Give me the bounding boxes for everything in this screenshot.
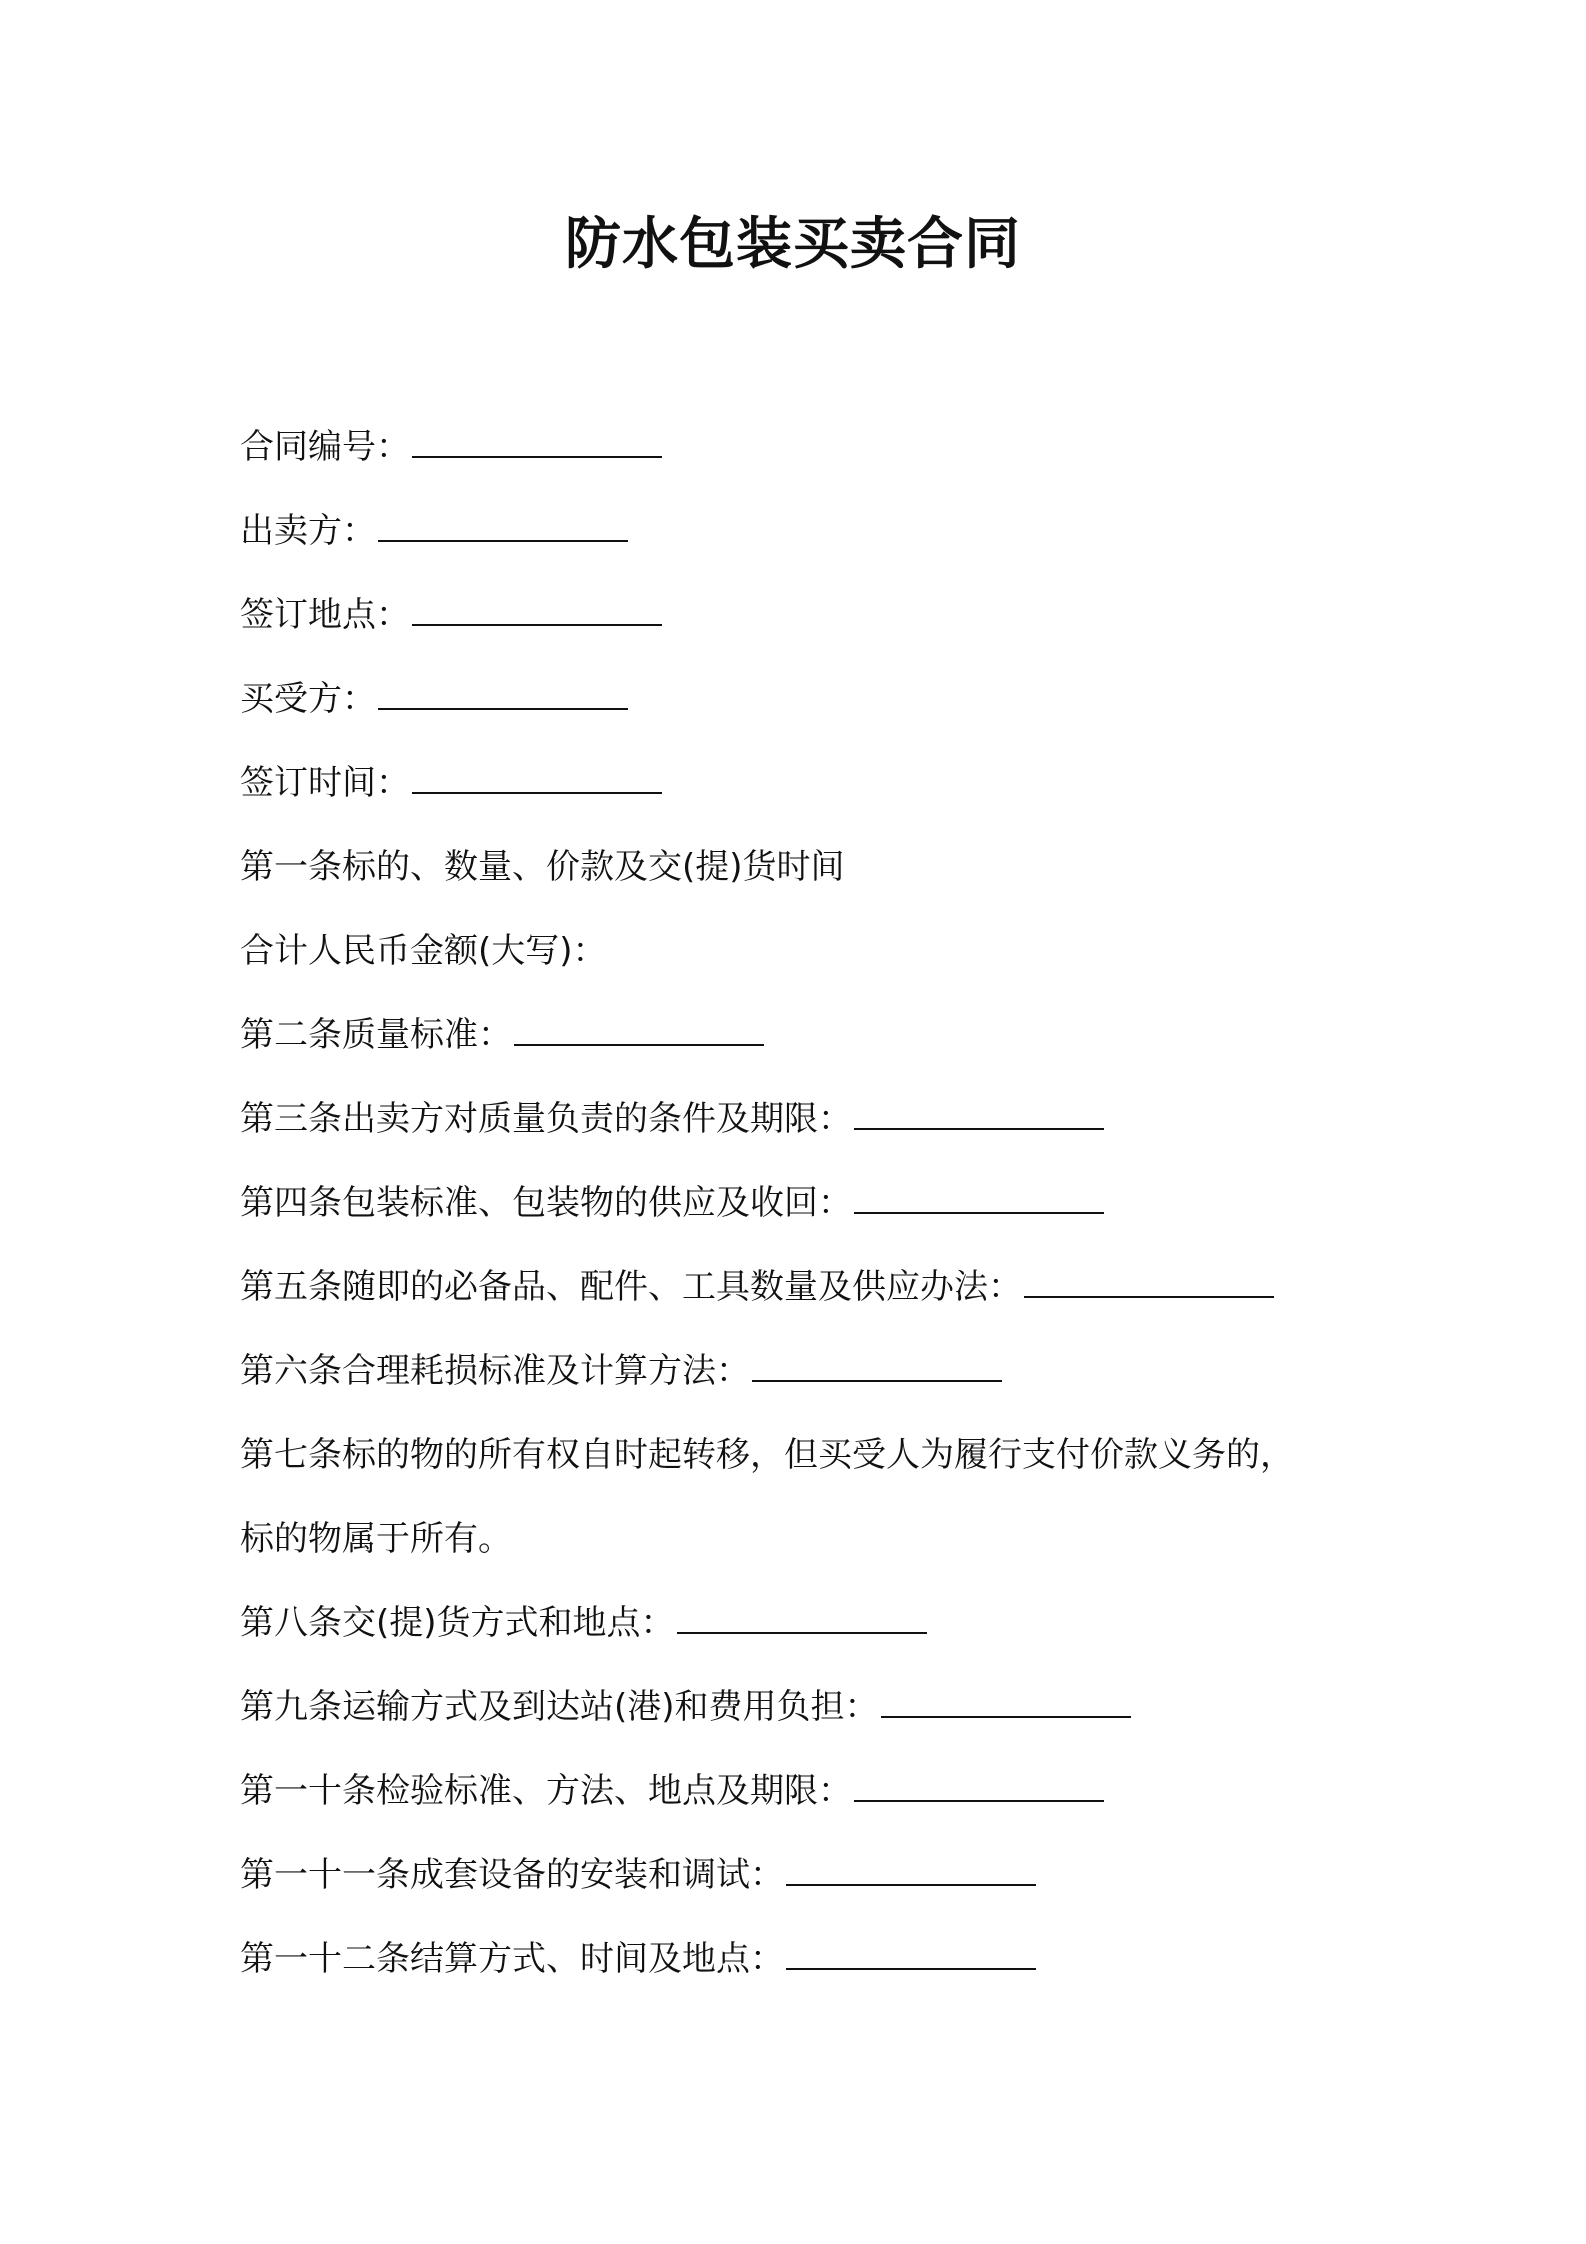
contract-line bbox=[240, 405, 1400, 489]
contract-line bbox=[240, 1749, 1400, 1833]
line-text: 第八条交(提)货方式和地点： bbox=[240, 1603, 675, 1643]
fill-in-blank bbox=[514, 1014, 764, 1046]
line-text: 签订地点： bbox=[240, 595, 410, 635]
fill-in-blank bbox=[378, 510, 628, 542]
fill-in-blank bbox=[854, 1182, 1104, 1214]
contract-body bbox=[240, 405, 1400, 2001]
contract-line bbox=[240, 1413, 1400, 1497]
line-text: 第一十二条结算方式、时间及地点： bbox=[240, 1939, 784, 1979]
fill-in-blank bbox=[412, 762, 662, 794]
fill-in-blank bbox=[786, 1854, 1036, 1886]
contract-line bbox=[240, 1581, 1400, 1665]
contract-line bbox=[240, 1917, 1400, 2001]
line-text: 出卖方： bbox=[240, 511, 376, 551]
contract-line bbox=[240, 1329, 1400, 1413]
fill-in-blank bbox=[677, 1602, 927, 1634]
contract-line bbox=[240, 573, 1400, 657]
line-text: 买受方： bbox=[240, 679, 376, 719]
contract-line bbox=[240, 909, 1400, 993]
line-text: 第三条出卖方对质量负责的条件及期限： bbox=[240, 1099, 852, 1139]
fill-in-blank bbox=[786, 1938, 1036, 1970]
fill-in-blank bbox=[1024, 1266, 1274, 1298]
line-text: 签订时间： bbox=[240, 763, 410, 803]
line-text: 第七条标的物的所有权自时起转移，但买受人为履行支付价款义务的， bbox=[240, 1435, 1294, 1475]
document-title: 防水包装买卖合同 bbox=[565, 212, 1021, 277]
contract-line bbox=[240, 1497, 1400, 1581]
line-text: 第一条标的、数量、价款及交(提)货时间 bbox=[240, 847, 845, 887]
line-text: 标的物属于所有。 bbox=[240, 1519, 512, 1559]
line-text: 第一十一条成套设备的安装和调试： bbox=[240, 1855, 784, 1895]
contract-line bbox=[240, 657, 1400, 741]
contract-line bbox=[240, 1161, 1400, 1245]
line-text: 第五条随即的必备品、配件、工具数量及供应办法： bbox=[240, 1267, 1022, 1307]
fill-in-blank bbox=[412, 426, 662, 458]
fill-in-blank bbox=[412, 594, 662, 626]
fill-in-blank bbox=[854, 1770, 1104, 1802]
contract-line bbox=[240, 1665, 1400, 1749]
line-text: 第四条包装标准、包装物的供应及收回： bbox=[240, 1183, 852, 1223]
contract-line bbox=[240, 741, 1400, 825]
contract-line bbox=[240, 1833, 1400, 1917]
line-text: 合同编号： bbox=[240, 427, 410, 467]
fill-in-blank bbox=[881, 1686, 1131, 1718]
line-text: 第一十条检验标准、方法、地点及期限： bbox=[240, 1771, 852, 1811]
contract-line bbox=[240, 825, 1400, 909]
fill-in-blank bbox=[378, 678, 628, 710]
contract-line bbox=[240, 1245, 1400, 1329]
line-text: 第九条运输方式及到达站(港)和费用负担： bbox=[240, 1687, 879, 1727]
fill-in-blank bbox=[752, 1350, 1002, 1382]
contract-line bbox=[240, 1077, 1400, 1161]
line-text: 第六条合理耗损标准及计算方法： bbox=[240, 1351, 750, 1391]
line-text: 合计人民币金额(大写)： bbox=[240, 931, 607, 971]
contract-line bbox=[240, 993, 1400, 1077]
fill-in-blank bbox=[854, 1098, 1104, 1130]
line-text: 第二条质量标准： bbox=[240, 1015, 512, 1055]
contract-line bbox=[240, 489, 1400, 573]
